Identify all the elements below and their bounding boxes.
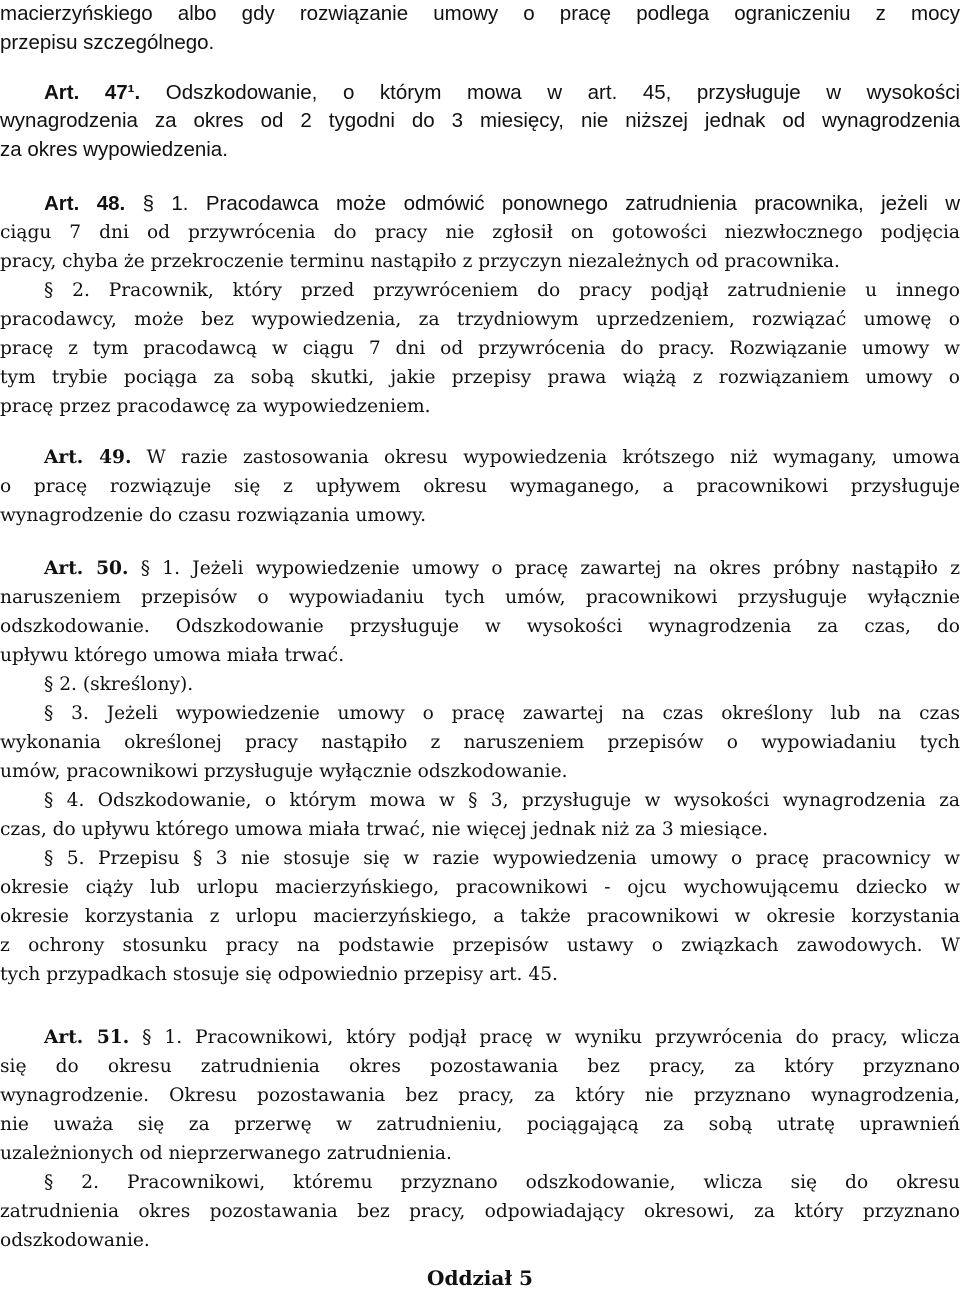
article-47-1: Art. 47¹. Odszkodowanie, o którym mowa w art. 45, przysługuje w wysokości [44, 81, 960, 104]
article-number: Art. 50. [44, 558, 129, 579]
text-line: się do okresu zatrudnienia okres pozostawania bez pracy, za który przyznano [0, 1056, 960, 1077]
text-line: przepisu szczególnego. [0, 31, 215, 54]
section-heading: Oddział 5 [427, 1266, 533, 1290]
text-line: o pracę rozwiązuje się z upływem okresu wymaganego, a pracownikowi przysługuje [0, 476, 960, 497]
article-number: Art. 51. [44, 1027, 130, 1048]
paragraph-start: § 2. (skreślony). [44, 674, 194, 695]
text-line: naruszeniem przepisów o wypowiadaniu tych umów, pracownikowi przysługuje wyłącznie [0, 587, 960, 608]
article-number: Art. 48. [44, 192, 126, 215]
text-line: odszkodowanie. Odszkodowanie przysługuje w wysokości wynagrodzenia za czas, do [0, 616, 960, 637]
text-line: macierzyńskiego albo gdy rozwiązanie umowy o pracę podlega ograniczeniu z mocy [0, 2, 960, 25]
article-49: Art. 49. W razie zastosowania okresu wypowiedzenia krótszego niż wymagany, umowa [44, 447, 960, 468]
text-line: pracę przez pracodawcę za wypowiedzeniem. [0, 396, 431, 417]
text-line: ciągu 7 dni od przywrócenia do pracy nie zgłosił on gotowości niezwłocznego podjęcia [0, 222, 960, 243]
text-line: uzależnionych od nieprzerwanego zatrudnienia. [0, 1143, 452, 1164]
text-line: nie uważa się za przerwę w zatrudnieniu, pociągającą za sobą utratę uprawnień [0, 1114, 960, 1135]
article-51: Art. 51. § 1. Pracownikowi, który podjął pracę w wyniku przywrócenia do pracy, wlicza [44, 1027, 960, 1048]
text-line: z ochrony stosunku pracy na podstawie przepisów ustawy o związkach zawodowych. W [0, 935, 960, 956]
text-line: wynagrodzenie. Okresu pozostawania bez pracy, za który nie przyznano wynagrodzenia, [0, 1085, 960, 1106]
text-line: pracy, chyba że przekroczenie terminu nastąpiło z przyczyn niezależnych od pracownika. [0, 251, 840, 272]
paragraph-start: § 2. Pracownik, który przed przywróceniem do pracy podjął zatrudnienie u innego [44, 280, 960, 301]
text-line: odszkodowanie. [0, 1230, 150, 1251]
text-line: czas, do upływu którego umowa miała trwać, nie więcej jednak niż za 3 miesiące. [0, 819, 769, 840]
article-50: Art. 50. § 1. Jeżeli wypowiedzenie umowy o pracę zawartej na okres próbny nastąpiło z [44, 558, 960, 579]
text-line: pracodawcy, może bez wypowiedzenia, za trzydniowym uprzedzeniem, rozwiązać umowę o [0, 309, 960, 330]
text-line: pracę z tym pracodawcą w ciągu 7 dni od przywrócenia do pracy. Rozwiązanie umowy w [0, 338, 960, 359]
article-48: Art. 48. § 1. Pracodawca może odmówić ponownego zatrudnienia pracownika, jeżeli w [44, 192, 960, 215]
text-line: okresie ciąży lub urlopu macierzyńskiego, pracownikowi - ojcu wychowującemu dziecko w [0, 877, 960, 898]
text-line: tym trybie pociąga za sobą skutki, jakie przepisy prawa wiążą z rozwiązaniem umowy o [0, 367, 960, 388]
text-line: umów, pracownikowi przysługuje wyłącznie odszkodowanie. [0, 761, 568, 782]
article-number: Art. 47¹. [44, 81, 141, 104]
text-line: wynagrodzenia za okres od 2 tygodni do 3 miesięcy, nie niższej jednak od wynagrodzenia [0, 109, 960, 132]
paragraph-start: § 2. Pracownikowi, któremu przyznano odszkodowanie, wlicza się do okresu [44, 1172, 960, 1193]
text-line: upływu którego umowa miała trwać. [0, 645, 345, 666]
text-line: za okres wypowiedzenia. [0, 138, 228, 161]
text-line: wykonania określonej pracy nastąpiło z naruszeniem przepisów o wypowiadaniu tych [0, 732, 960, 753]
paragraph-start: § 5. Przepisu § 3 nie stosuje się w razie wypowiedzenia umowy o pracę pracownicy w [44, 848, 960, 869]
paragraph-start: § 4. Odszkodowanie, o którym mowa w § 3, przysługuje w wysokości wynagrodzenia za [44, 790, 960, 811]
paragraph-start: § 3. Jeżeli wypowiedzenie umowy o pracę zawartej na czas określony lub na czas [44, 703, 960, 724]
text-line: zatrudnienia okres pozostawania bez pracy, odpowiadający okresowi, za który przyznano [0, 1201, 960, 1222]
text-line: okresie korzystania z urlopu macierzyńskiego, a także pracownikowi w okresie korzystania [0, 906, 960, 927]
text-line: tych przypadkach stosuje się odpowiednio przepisy art. 45. [0, 964, 558, 985]
article-number: Art. 49. [44, 447, 132, 468]
text-line: wynagrodzenie do czasu rozwiązania umowy. [0, 505, 427, 526]
